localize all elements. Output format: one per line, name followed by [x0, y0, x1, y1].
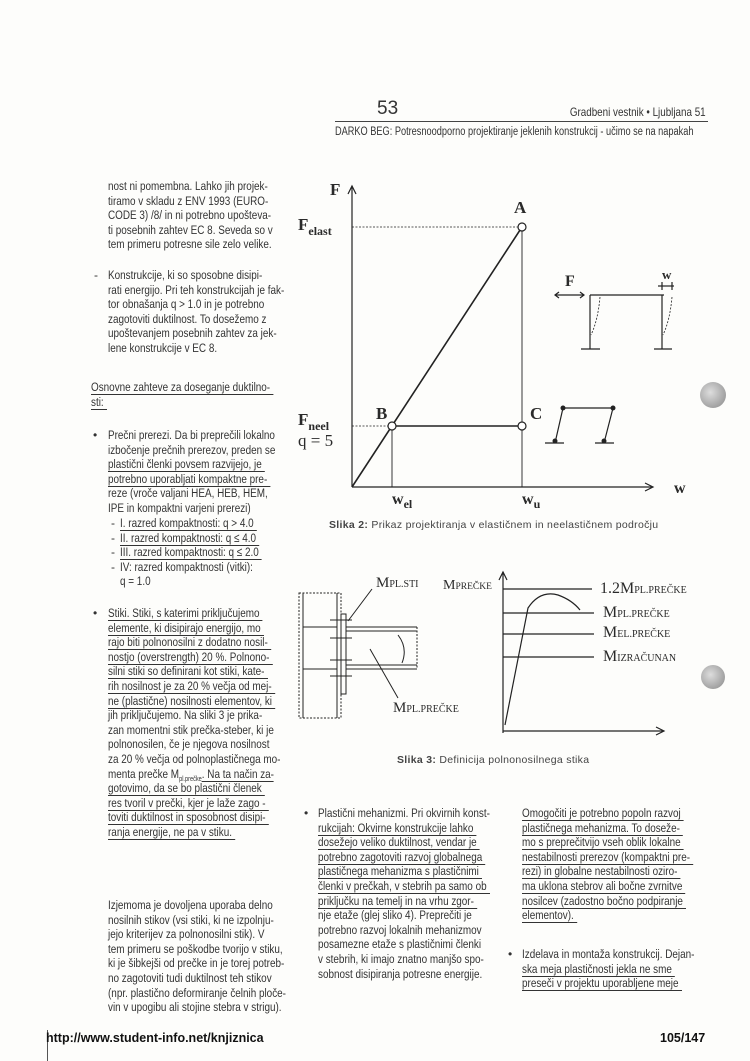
m-axis-label: MPREČKE [443, 578, 492, 593]
list-item-line: Prečni prerezi. Da bi preprečili lokalno [108, 428, 275, 442]
section-heading: Osnovne zahteve za doseganje duktilno- [91, 380, 273, 395]
sub-list-item: III. razred kompaktnosti: q ≤ 2.0 [120, 545, 262, 560]
point-b-marker [388, 422, 396, 430]
bullet-marker: • [93, 428, 98, 442]
list-item-line: rukcijah: Okvirne konstrukcije lahko [318, 821, 477, 836]
article-header: DARKO BEG: Potresnoodporno projektiranje jeklenih konstrukcij - učimo se na napakah [335, 126, 694, 138]
list-item-line: posamezne etaže s plastičnimi členki [318, 937, 482, 952]
list-item-line: gotovimo, da se bo plastični členek [108, 781, 265, 796]
x-axis-label: w [674, 480, 686, 497]
list-item-line: dosežejo veliko duktilnost, vendar je [318, 835, 480, 850]
figure-3-joint [299, 589, 417, 718]
rotation-arrow [398, 635, 404, 663]
footer-page: 105/147 [660, 1031, 706, 1045]
list-item-line: izbočenje prečnih prerezov, preden se [108, 442, 276, 457]
list-item-line: za 20 % večja od polnoplastičnega mo- [108, 752, 281, 766]
paragraph-line: Omogočiti je potrebno popoln razvoj [522, 806, 684, 821]
elastic-line [352, 227, 522, 487]
list-item-line: ranja energije, ne pa v stiku. [108, 825, 235, 840]
leader-sti [348, 589, 372, 621]
paragraph-line: ki je šibkejši od prečke in je torej potreb- [108, 956, 285, 971]
figure-3-caption: Slika 3: Definicija polnonosilnega stika [397, 754, 590, 766]
list-item-line: elemente, ki disipirajo energijo, mo [108, 621, 264, 636]
frame-disp-label: w [662, 267, 672, 282]
list-item-line: zagotoviti duktilnost. To dosežemo z [108, 311, 267, 326]
bullet-marker: - [111, 516, 115, 530]
sub-list-item: II. razred kompaktnosti: q ≤ 4.0 [120, 531, 259, 546]
bullet-marker: - [111, 545, 115, 560]
list-item-line: v stebrih, ki imajo znatno manjšo spo- [318, 952, 484, 966]
point-c-label: C [530, 404, 543, 423]
list-item-line: toviti duktilnost in sposobnost disipi- [108, 810, 269, 825]
list-item-line: Izdelava in montaža konstrukcij. Dejan- [522, 947, 695, 961]
paragraph-line: jejo kriterijev za polnonosilni stik). V [108, 927, 265, 942]
list-item-line: lene konstrukcije v EC 8. [108, 341, 218, 355]
list-item-line: upoštevanjem posebnih zahtev za jek- [108, 326, 277, 341]
paragraph-line: nosilnih stikov (vsi stiki, ki ne izpolnju- [108, 912, 274, 927]
list-item-line: potrebno razvoj lokalnih mehanizmov [318, 922, 482, 937]
paragraph-line: CODE 3) /8/ in ni potrebno upošteva- [108, 208, 272, 223]
deflected-shape [591, 297, 600, 335]
list-item-line: potrebno uporabljati kompaktne pre- [108, 472, 270, 487]
figure-2-caption: Slika 2: Prikaz projektiranja v elastičnem in neelastičnem področju [329, 519, 659, 531]
paragraph-line: vin v upogibu ali stojine stebra v strigu). [108, 1000, 282, 1015]
m-pl-precke-label: MPL.PREČKE [393, 700, 459, 716]
list-item-line: členki v prečkah, v stebrih pa samo ob [318, 879, 490, 894]
bullet-marker: - [111, 530, 115, 545]
level-label: 1.2MPL.PREČKE [600, 580, 687, 597]
binder-hole-mark [700, 382, 726, 408]
list-item-line: res tvoril v prečki, kjer je laže zago - [108, 796, 269, 811]
sub-list-item: q = 1.0 [120, 574, 151, 589]
list-item-line: rajo biti polnonosilni z dodatno nosil- [108, 635, 271, 650]
list-item-line: potrebno zagotoviti razvoj globalnega [318, 850, 485, 865]
page-number: 53 [377, 98, 399, 119]
paragraph-line: plastičnega mehanizma. To doseže- [522, 821, 683, 836]
paragraph-line: tem primeru se poškodbe tvorijo v stiku, [108, 941, 283, 956]
paragraph-line: Izjemoma je dovoljena uporaba delno [108, 898, 273, 912]
list-item-line: plastičnega mehanizma s plastičnimi [318, 864, 482, 879]
section-heading: sti: [91, 395, 107, 410]
list-item-line: tor obnašanja q > 1.0 in je potrebno [108, 297, 265, 312]
level-label: MEL.PREČKE [603, 624, 671, 641]
w-u-label: $w_u$ [522, 491, 541, 511]
leader-precke [370, 649, 398, 698]
list-item-line: Stiki. Stiki, s katerimi priključujemo [108, 606, 263, 621]
point-b-label: B [376, 404, 388, 423]
paragraph-line: nestabilnosti prerezov (kompaktni pre- [522, 850, 693, 865]
paragraph-line: ma uklona stebrov ali bočne zvrnitve [522, 879, 686, 894]
f-neel-label: $F_{neel}$ [298, 410, 330, 433]
paragraph-line: tiramo v skladu z ENV 1993 (EURO- [108, 193, 269, 208]
footer-url[interactable]: http://www.student-info.net/knjiznica [46, 1031, 264, 1045]
list-item-line: priključku na temelj in na vrhu zgor- [318, 894, 477, 909]
bullet-marker: • [508, 947, 513, 961]
list-item-line: IPE in kompaktni varjeni prerezi) [108, 501, 251, 515]
point-a-label: A [514, 198, 527, 217]
paragraph-line: tem primeru potresne sile zelo velike. [108, 237, 272, 252]
list-item-line: plastični členki povsem razvijejo, je [108, 457, 265, 472]
point-c-marker [518, 422, 526, 430]
bullet-marker: • [93, 606, 98, 620]
list-item-line: zan momentni stik prečka-steber, ki je [108, 722, 274, 737]
bullet-marker: - [111, 559, 115, 574]
f-elast-label: $F_{elast}$ [298, 215, 332, 238]
level-label: MPL.PREČKE [603, 604, 670, 621]
list-item-line: rati energijo. Pri teh konstrukcijah je fak- [108, 282, 285, 297]
sub-list-item: IV: razred kompaktnosti (vitki): [120, 559, 253, 574]
list-item-line: nje etaže (glej sliko 4). Preprečiti je [318, 908, 472, 923]
binder-hole-mark [701, 665, 725, 689]
paragraph-line: rezi) in globalne nestabilnosti oziro- [522, 864, 681, 879]
mechanism-frame [555, 408, 613, 443]
point-a-marker [518, 223, 526, 231]
list-item-line: rih nosilnost je za 20 % večja od mej- [108, 679, 275, 694]
list-item-line: ska meja plastičnosti jekla ne sme [522, 962, 675, 977]
bullet-marker: • [304, 806, 309, 820]
list-item-line: reze (vroče valjani HEA, HEB, HEM, [108, 486, 268, 501]
list-item-line: ne (plastične) nosilnosti elementov, ki [108, 694, 275, 709]
list-item-line: jih priključujemo. Na sliki 3 je prika- [108, 708, 263, 723]
m-pl-sti-label: MPL.STI [376, 575, 419, 591]
list-item-line: menta prečke $M_{pl.prečke}$. Na ta način za- [108, 766, 274, 783]
journal-header: Gradbeni vestnik • Ljubljana 51 [570, 105, 706, 119]
bullet-marker: - [94, 268, 98, 282]
w-el-label: $w_{el}$ [392, 491, 413, 511]
list-item-line: nostjo (overstrength) 20 %. Polnono- [108, 650, 273, 665]
paragraph-line: no zagotoviti tudi duktilnost teh stikov [108, 971, 272, 985]
paragraph-line: nosilcev (zadostno bočno podpiranje [522, 894, 686, 909]
level-label: MIZRAČUNAN [603, 648, 677, 665]
list-item-line: Plastični mehanizmi. Pri okvirnih konst- [318, 806, 490, 820]
paragraph-line: (npr. plastično deformiranje čelnih ploče- [108, 985, 286, 1000]
paragraph-line: nost ni pomembna. Lahko jih projek- [108, 179, 268, 193]
list-item-line: sobnost disipiranja potresne energije. [318, 966, 483, 981]
list-item-line: silni stiki so definirani kot stiki, kate- [108, 664, 268, 679]
list-item-line: preseči v projektu uporabljene meje [522, 976, 682, 991]
list-item-line: polnonosilen, če je njegova nosilnost [108, 737, 270, 752]
q-label: q = 5 [298, 431, 334, 450]
sub-list-item: I. razred kompaktnosti: q > 4.0 [120, 516, 257, 531]
paragraph-line: elementov). [522, 908, 577, 923]
frame-force-label: F [565, 273, 575, 290]
paragraph-line: mo s preprečitvijo vseh oblik lokalne [522, 835, 684, 850]
paragraph-line: ti posebnih zahtev EC 8. Seveda so v [108, 222, 273, 237]
list-item-line: Konstrukcije, ki so sposobne disipi- [108, 268, 263, 282]
y-axis-label: F [330, 180, 341, 199]
